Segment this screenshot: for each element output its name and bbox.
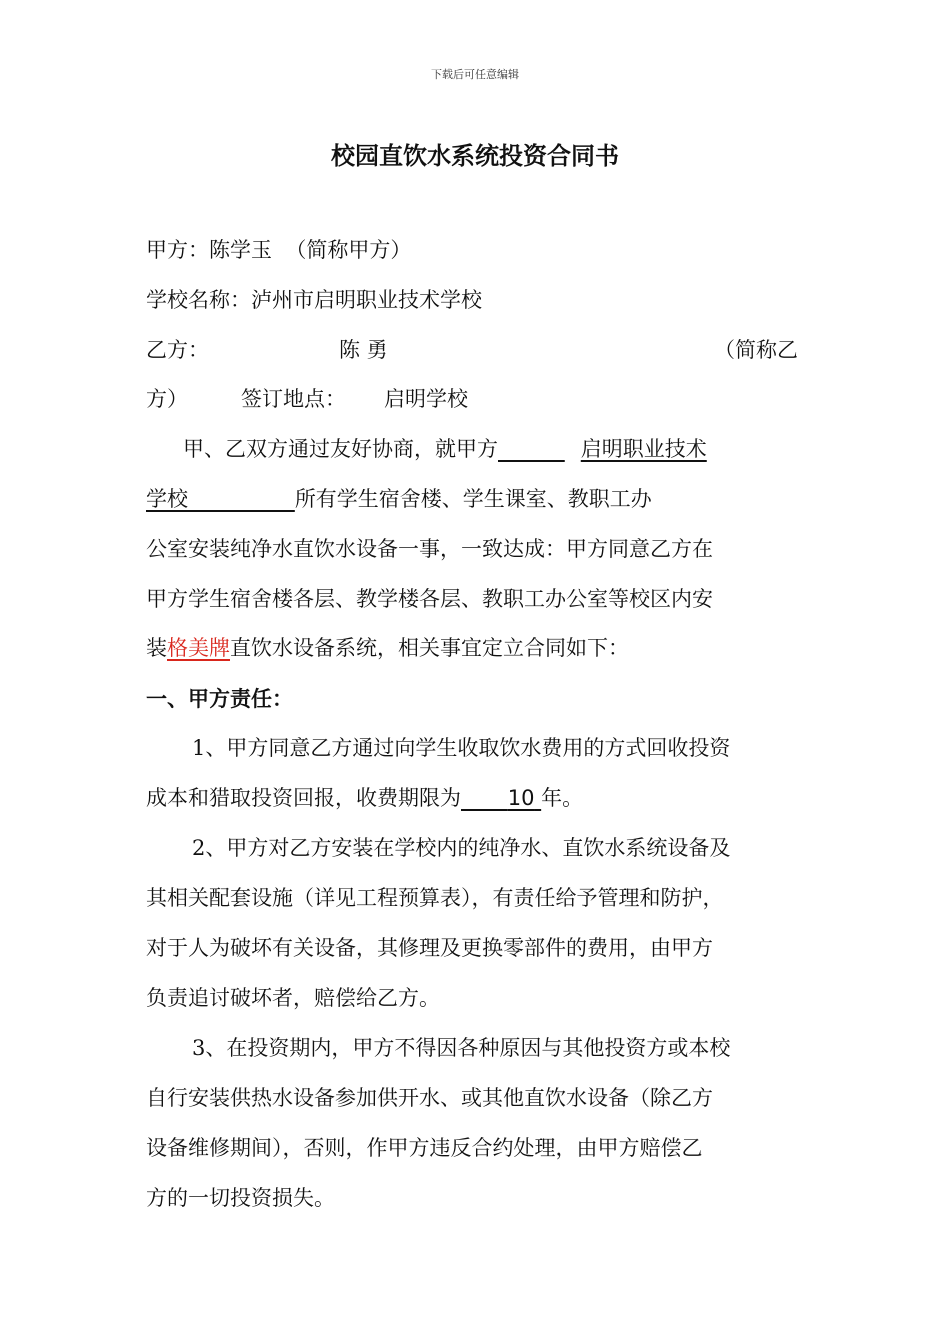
document-title: 校园直饮水系统投资合同书 [331, 141, 619, 170]
intro-text: 直饮水设备系统，相关事宜定立合同如下： [230, 636, 629, 660]
clause-2-line-1: 2、甲方对乙方安装在学校内的纯净水、直饮水系统设备及 [192, 836, 731, 860]
clause-3-line-1: 3、在投资期内，甲方不得因各种原因与其他投资方或本校 [192, 1036, 731, 1060]
intro-line-3: 公室安装纯净水直饮水设备一事，一致达成：甲方同意乙方在 [146, 537, 713, 561]
clause-text: 年。 [541, 786, 584, 810]
intro-line-4: 甲方学生宿舍楼各层、教学楼各层、教职工办公室等校区内安 [146, 587, 713, 611]
section-heading: 一、甲方责任： [146, 686, 293, 711]
sign-place: 启明学校 [384, 387, 468, 411]
party-b-abbr-cont: 方） [146, 387, 188, 411]
clause-2-line-2: 其相关配套设施（详见工程预算表），有责任给予管理和防护， [146, 886, 724, 910]
blank-underline [498, 437, 565, 461]
school-name: 泸州市启明职业技术学校 [251, 288, 482, 312]
clause-text: 成本和猎取投资回报，收费期限为 [146, 786, 461, 810]
party-b-label: 乙方： [146, 338, 209, 362]
clause-2-line-4: 负责追讨破坏者，赔偿给乙方。 [146, 986, 440, 1010]
intro-line-5 [146, 633, 806, 663]
clause-1-line-1: 1、甲方同意乙方通过向学生收取饮水费用的方式回收投资 [192, 736, 731, 760]
clause-1-line-2 [146, 783, 806, 813]
school-label: 学校名称： [146, 288, 251, 312]
school-fill-cont: 学校 [146, 487, 188, 511]
intro-text: 甲、乙双方通过友好协商，就甲方 [183, 437, 498, 461]
school-line [146, 285, 806, 315]
clause-3-line-4: 方的一切投资损失。 [146, 1186, 335, 1210]
school-fill: 启明职业技术 [580, 437, 707, 461]
party-a-line [146, 235, 806, 265]
clause-3-line-3: 设备维修期间），否则，作甲方违反合约处理，由甲方赔偿乙 [146, 1136, 703, 1160]
intro-line-2 [146, 484, 806, 514]
brand-name: 格美牌 [167, 636, 230, 660]
intro-text: 所有学生宿舍楼、学生课室、教职工办 [294, 487, 652, 511]
sign-place-label: 签订地点： [241, 387, 346, 411]
header-note: 下载后可任意编辑 [431, 68, 519, 81]
blank-underline [461, 786, 508, 810]
party-a-abbr: （简称甲方） [285, 238, 412, 262]
clause-2-line-3: 对于人为破坏有关设备，其修理及更换零部件的费用，由甲方 [146, 936, 713, 960]
party-b-abbr: （简称乙 [714, 338, 798, 362]
party-b-name: 陈 勇 [339, 338, 388, 362]
intro-line-1 [183, 434, 806, 464]
blank-underline [188, 487, 295, 511]
party-a-label: 甲方： [146, 238, 209, 262]
clause-3-line-2: 自行安装供热水设备参加供开水、或其他直饮水设备（除乙方 [146, 1086, 713, 1110]
party-a-name: 陈学玉 [209, 238, 272, 262]
term-years: 10 [507, 786, 535, 810]
intro-text: 装 [146, 636, 167, 660]
